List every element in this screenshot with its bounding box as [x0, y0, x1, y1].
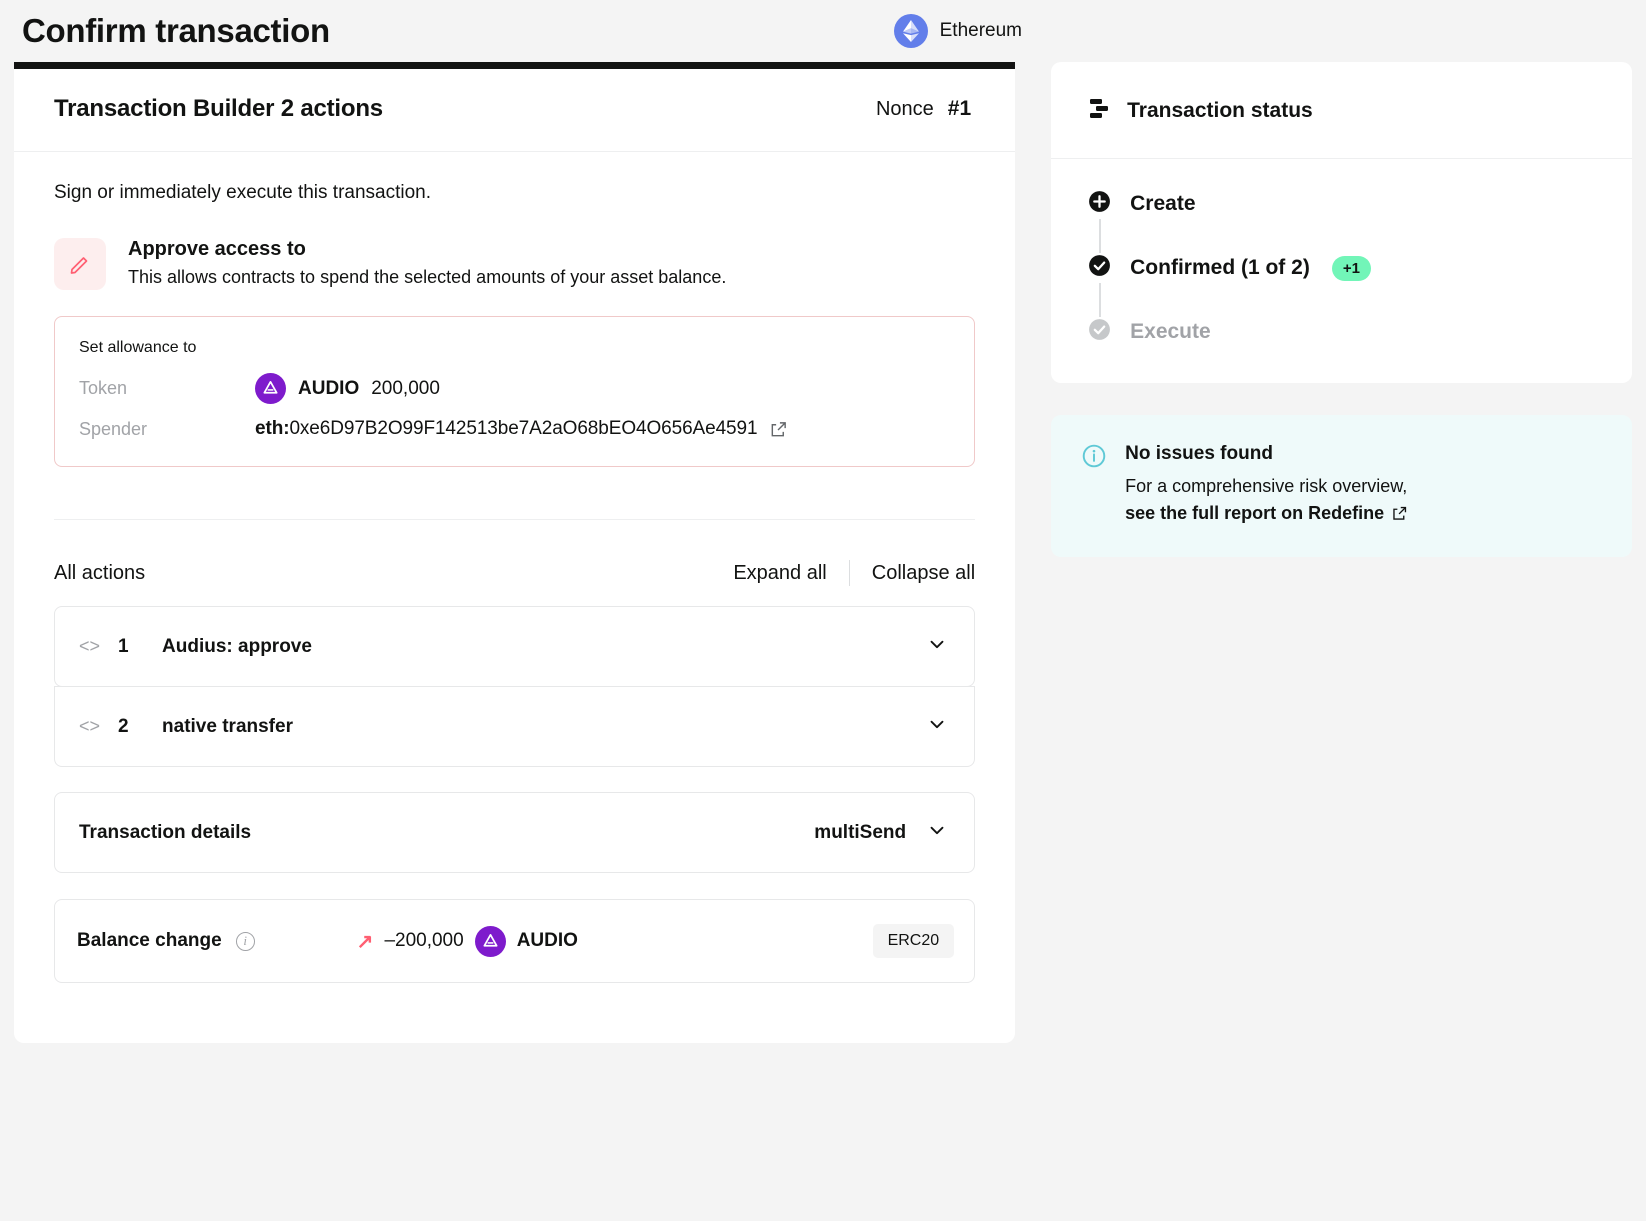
status-step-connector	[1099, 219, 1101, 253]
page-header	[14, 0, 1632, 62]
action-accordion-1[interactable]	[54, 606, 975, 687]
redefine-report-link[interactable]	[1125, 500, 1408, 527]
status-step-connector	[1099, 283, 1101, 317]
chain-name: Ethereum	[939, 20, 1022, 41]
spender-row	[79, 418, 950, 440]
transaction-status-steps	[1051, 159, 1632, 383]
nonce	[876, 97, 975, 121]
transaction-status-header	[1051, 62, 1632, 159]
info-circle-icon	[1081, 443, 1107, 527]
extra-confirmations-badge: +1	[1332, 256, 1371, 281]
no-issues-card	[1051, 415, 1632, 557]
action-index: 1	[118, 635, 129, 657]
status-step-label: Confirmed (1 of 2)	[1130, 256, 1310, 279]
balance-change-amount: –200,000	[384, 930, 464, 951]
balance-change-label: Balance change	[77, 930, 222, 951]
transaction-card-body	[14, 152, 1015, 1043]
card-bottom-spacer	[54, 983, 975, 1043]
action-label: native transfer	[162, 715, 293, 737]
nonce-value: #1	[947, 97, 972, 120]
status-flow-icon	[1087, 96, 1111, 125]
approve-section	[54, 238, 975, 290]
allowance-label: Set allowance to	[79, 339, 197, 356]
left-column	[14, 62, 1015, 1043]
status-step-execute	[1087, 317, 1596, 347]
audio-token-icon	[255, 373, 286, 404]
transaction-status-title: Transaction status	[1127, 98, 1313, 122]
action-index: 2	[118, 715, 129, 737]
transaction-details-value: multiSend	[814, 821, 907, 843]
info-icon[interactable]: i	[236, 932, 255, 951]
ethereum-icon	[894, 14, 928, 48]
code-brackets-icon: <>	[79, 636, 101, 656]
expand-all-button[interactable]: Expand all	[733, 561, 827, 584]
transaction-card	[14, 62, 1015, 1043]
status-step-label: Execute	[1130, 320, 1211, 343]
check-circle-icon	[1087, 253, 1112, 283]
action-accordion-2[interactable]	[54, 686, 975, 767]
allowance-box	[54, 316, 975, 467]
code-brackets-icon: <>	[79, 716, 101, 736]
approve-description: This allows contracts to spend the selected amounts of your asset balance.	[128, 267, 727, 287]
all-actions-header	[54, 520, 975, 606]
chevron-down-icon[interactable]	[926, 633, 948, 660]
external-link-icon[interactable]	[769, 420, 788, 439]
transaction-details-accordion[interactable]	[54, 792, 975, 873]
chevron-down-icon[interactable]	[926, 713, 948, 740]
token-row	[79, 373, 950, 404]
edit-pencil-icon	[54, 238, 106, 290]
balance-change-symbol: AUDIO	[516, 930, 578, 951]
links-separator	[849, 560, 850, 586]
check-circle-muted-icon	[1087, 317, 1112, 347]
transaction-details-label: Transaction details	[79, 821, 252, 843]
status-step-create	[1087, 189, 1596, 219]
status-step-confirmed	[1087, 253, 1596, 283]
audio-token-icon	[475, 926, 506, 957]
transaction-status-card	[1051, 62, 1632, 383]
token-amount: 200,000	[371, 377, 440, 399]
plus-circle-icon	[1087, 189, 1112, 219]
no-issues-title: No issues found	[1125, 443, 1273, 464]
token-symbol: AUDIO	[298, 377, 360, 399]
status-step-label: Create	[1130, 192, 1196, 215]
chevron-down-icon[interactable]	[926, 819, 948, 846]
spender-key: Spender	[79, 418, 148, 439]
no-issues-text: For a comprehensive risk overview,	[1125, 476, 1408, 496]
all-actions-title: All actions	[54, 561, 146, 584]
approve-title: Approve access to	[128, 238, 306, 260]
token-key: Token	[79, 378, 128, 398]
page-title: Confirm transaction	[22, 12, 330, 49]
spender-prefix: eth:	[255, 418, 290, 439]
balance-change-block	[54, 899, 975, 983]
collapse-all-button[interactable]: Collapse all	[871, 561, 976, 584]
transaction-card-header	[14, 69, 1015, 152]
action-label: Audius: approve	[162, 635, 312, 657]
chain-badge	[894, 14, 1022, 48]
sign-note: Sign or immediately execute this transaction.	[54, 182, 432, 203]
outgoing-arrow-icon: ↗	[356, 930, 374, 953]
redefine-report-link-label: see the full report on Redefine	[1125, 503, 1385, 523]
transaction-title: Transaction Builder 2 actions	[54, 95, 383, 122]
nonce-label: Nonce	[875, 98, 934, 120]
spender-address: 0xe6D97B2O99F142513be7A2aO68bEO4O656Ae4591	[289, 418, 758, 439]
right-column	[1051, 62, 1632, 557]
token-standard-chip: ERC20	[873, 924, 955, 958]
